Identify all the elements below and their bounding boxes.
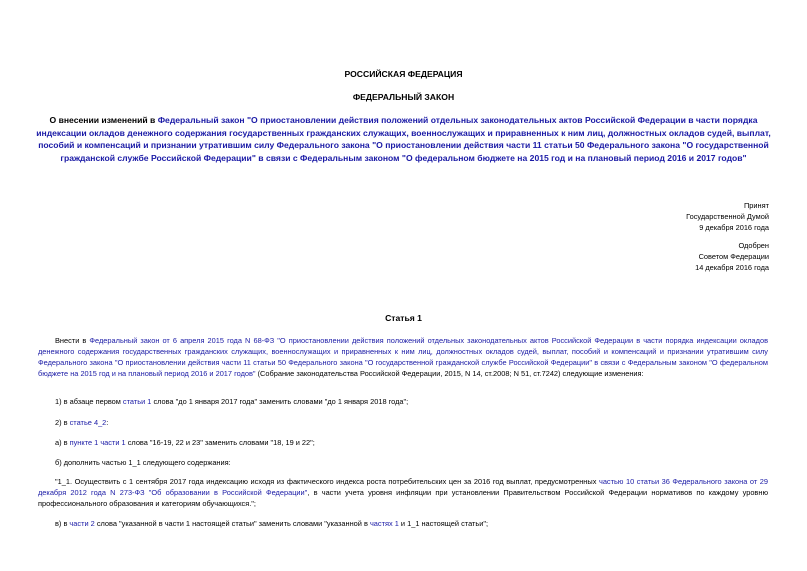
item-2 bbox=[55, 418, 108, 428]
item-v bbox=[55, 519, 488, 529]
item-v-text-2: слова "указанной в части 1 настоящей статьи" заменить словами "указанной в bbox=[94, 519, 370, 528]
item-1 bbox=[55, 397, 408, 407]
adopted-body: Государственной Думой bbox=[686, 212, 769, 222]
item-2-text-1: 2) в bbox=[55, 418, 70, 427]
country-heading: РОССИЙСКАЯ ФЕДЕРАЦИЯ bbox=[344, 69, 463, 79]
item-2-link[interactable]: статье 4_2 bbox=[69, 418, 107, 427]
approved-block bbox=[695, 240, 769, 274]
adopted-block bbox=[686, 200, 769, 234]
approved-body: Советом Федерации bbox=[698, 252, 769, 262]
quote-law-link[interactable]: частью 10 статьи 36 Федерального закона от 29 декабря 2012 года N 273-ФЗ "Об образовании в Российской Федерации" bbox=[38, 477, 769, 497]
adopted-date: 9 декабря 2016 года bbox=[699, 223, 769, 233]
law-title-link[interactable]: Федеральный закон "О приостановлении действия положений отдельных законодательных актов Российской Федерации в части порядка индексации окладов денежного содержания государственных гражданских служащих, военнослужащих и приравненных к ним лиц, должностных окладов судей, выплат, пособий и компенсаций и признании утратившим силу Федерального закона "О приостановлении действия части 11 статьи 50 Федерального закона "О государственной гражданской службе Российской Федерации" в связи с Федеральным законом "О федеральном бюджете на 2015 год и на плановый период 2016 и 2017 годов" bbox=[36, 115, 771, 163]
approved-label: Одобрен bbox=[738, 241, 769, 250]
approved-date: 14 декабря 2016 года bbox=[695, 263, 769, 273]
quote-text-2: , в части учета уровня инфляции при установлении Правительством Российской Федерации нормативов по каждому уровню профессионального образования и категориям обучающихся."; bbox=[38, 487, 768, 508]
intro-text-1: Внести в bbox=[55, 336, 90, 345]
law-title bbox=[30, 114, 777, 164]
law-title-prefix: О внесении изменений в bbox=[49, 115, 158, 125]
item-v-text-3: и 1_1 настоящей статьи"; bbox=[398, 519, 489, 528]
quote-text-1: "1_1. Осуществить с 1 сентября 2017 года индексацию исходя из фактического индекса роста потребительских цен за 2016 год выплат, предусмотренных bbox=[55, 477, 599, 486]
item-1-text-1: 1) в абзаце первом bbox=[55, 397, 123, 406]
item-a-text-1: а) в bbox=[55, 438, 70, 447]
article-heading: Статья 1 bbox=[385, 313, 422, 323]
item-b-text: б) дополнить частью 1_1 следующего содержания: bbox=[55, 458, 231, 467]
item-a-text-2: слова "16-19, 22 и 23" заменить словами "18, 19 и 22"; bbox=[125, 438, 315, 447]
item-1-link[interactable]: статьи 1 bbox=[122, 397, 152, 406]
intro-text-2: (Собрание законодательства Российской Федерации, 2015, N 14, ст.2008; N 51, ст.7242) следующие изменения: bbox=[255, 368, 644, 378]
item-a bbox=[55, 438, 315, 448]
adopted-label: Принят bbox=[743, 201, 769, 210]
item-2-text-2: : bbox=[106, 418, 109, 427]
law-type-heading: ФЕДЕРАЛЬНЫЙ ЗАКОН bbox=[352, 92, 455, 102]
item-v-link-2[interactable]: частях 1 bbox=[369, 519, 399, 528]
intro-paragraph bbox=[38, 336, 768, 380]
item-v-text-1: в) в bbox=[55, 519, 70, 528]
item-a-link[interactable]: пункте 1 части 1 bbox=[69, 438, 126, 447]
item-1-text-2: слова "до 1 января 2017 года" заменить словами "до 1 января 2018 года"; bbox=[151, 397, 409, 406]
quote-paragraph bbox=[38, 477, 768, 510]
item-b bbox=[55, 458, 231, 468]
intro-law-link[interactable]: Федеральный закон от 6 апреля 2015 года N 68-ФЗ "О приостановлении действия положений отдельных законодательных актов Российской Федерации в части порядка индексации окладов денежного содержания государственных гражданских служащих, военнослужащих и приравненных к ним лиц, должностных окладов судей, выплат, пособий и компенсаций и признании утратившим силу Федерального закона "О приостановлении действия части 11 статьи 50 Федерального закона "О государственной гражданской службе Российской Федерации" в связи с Федеральным законом "О федеральном бюджете на 2015 год и на плановый период 2016 и 2017 годов" bbox=[38, 336, 768, 378]
item-v-link-1[interactable]: части 2 bbox=[69, 519, 95, 528]
